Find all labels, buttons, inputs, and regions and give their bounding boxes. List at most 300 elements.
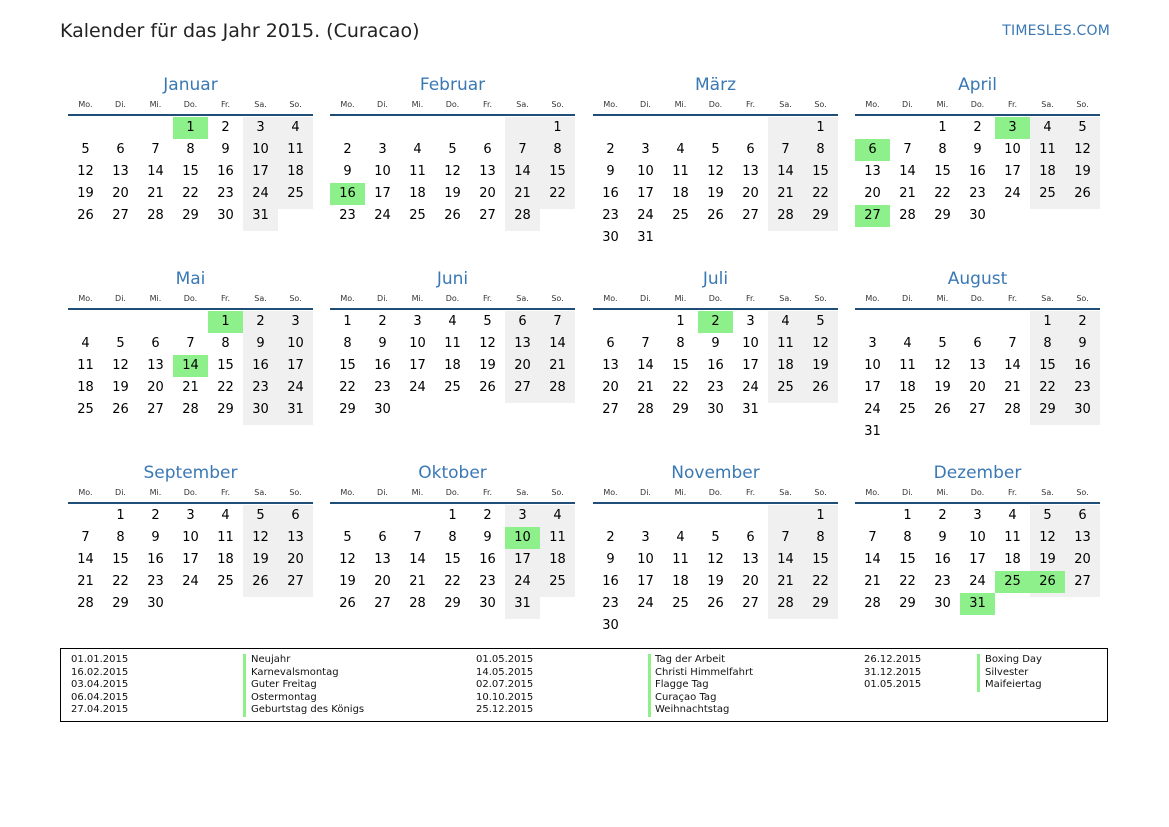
day-cell: 12	[479, 336, 496, 351]
day-cell: 21	[1004, 380, 1021, 395]
weekday-label: Fr.	[482, 488, 493, 497]
day-cell: 4	[903, 336, 912, 351]
holiday-day-cell: 25	[995, 571, 1030, 593]
day-cell: 13	[742, 164, 759, 179]
weekday-label: Mi.	[149, 294, 162, 303]
month-name: März	[695, 75, 736, 95]
holiday-name: Guter Freitag	[251, 679, 317, 691]
weekday-label: Mo.	[340, 488, 355, 497]
day-cell: 4	[221, 508, 230, 523]
day-cell: 9	[151, 530, 160, 545]
day-cell: 5	[816, 314, 825, 329]
day-cell: 3	[256, 120, 265, 135]
weekday-label: Do.	[970, 294, 985, 303]
holiday-day-cell: 16	[330, 183, 365, 205]
day-cell: 22	[1039, 380, 1056, 395]
holiday-day-cell: 31	[960, 593, 995, 615]
day-cell: 12	[707, 552, 724, 567]
day-cell: 29	[812, 596, 829, 611]
day-cell: 13	[287, 530, 304, 545]
month-divider	[855, 502, 1100, 504]
day-cell: 22	[812, 574, 829, 589]
day-cell: 17	[252, 164, 269, 179]
day-cell: 11	[217, 530, 234, 545]
weekday-label: Mo.	[865, 294, 880, 303]
day-cell: 15	[339, 358, 356, 373]
day-cell: 12	[934, 358, 951, 373]
day-cell: 22	[812, 186, 829, 201]
day-cell: 10	[637, 552, 654, 567]
day-cell: 25	[77, 402, 94, 417]
day-cell: 21	[637, 380, 654, 395]
day-cell: 21	[777, 186, 794, 201]
day-cell: 22	[217, 380, 234, 395]
day-cell: 29	[899, 596, 916, 611]
day-cell: 20	[742, 574, 759, 589]
day-cell: 15	[672, 358, 689, 373]
day-cell: 12	[77, 164, 94, 179]
day-cell: 2	[256, 314, 265, 329]
holiday-date: 31.12.2015	[864, 666, 922, 678]
holiday-day-cell: 3	[995, 117, 1030, 139]
day-cell: 23	[374, 380, 391, 395]
day-cell: 8	[676, 336, 685, 351]
day-cell: 28	[549, 380, 566, 395]
day-cell: 13	[742, 552, 759, 567]
day-cell: 16	[479, 552, 496, 567]
day-cell: 2	[343, 142, 352, 157]
holiday-date: 27.04.2015	[71, 704, 129, 716]
day-cell: 30	[969, 208, 986, 223]
holiday-color-marker	[243, 654, 246, 717]
day-cell: 14	[777, 164, 794, 179]
weekday-label: Di.	[115, 294, 126, 303]
day-cell: 4	[81, 336, 90, 351]
holiday-name: Ostermontag	[251, 691, 317, 703]
day-cell: 13	[479, 164, 496, 179]
day-cell: 29	[1039, 402, 1056, 417]
day-cell: 18	[672, 186, 689, 201]
day-cell: 26	[444, 208, 461, 223]
month-name: Mai	[175, 269, 206, 289]
day-cell: 2	[938, 508, 947, 523]
day-cell: 30	[217, 208, 234, 223]
day-cell: 20	[287, 552, 304, 567]
day-cell: 18	[409, 186, 426, 201]
day-cell: 25	[672, 596, 689, 611]
day-cell: 28	[777, 596, 794, 611]
day-cell: 24	[1004, 186, 1021, 201]
day-cell: 9	[1078, 336, 1087, 351]
day-cell: 2	[483, 508, 492, 523]
day-cell: 18	[777, 358, 794, 373]
day-cell: 7	[81, 530, 90, 545]
holiday-name: Boxing Day	[985, 654, 1042, 665]
day-cell: 11	[1004, 530, 1021, 545]
weekday-label: Fr.	[482, 294, 493, 303]
month-name: August	[947, 269, 1008, 289]
day-cell: 29	[444, 596, 461, 611]
day-cell: 22	[444, 574, 461, 589]
day-cell: 15	[812, 552, 829, 567]
page-title: Kalender für das Jahr 2015. (Curacao)	[60, 20, 420, 42]
day-cell: 10	[637, 164, 654, 179]
day-cell: 2	[378, 314, 387, 329]
day-cell: 3	[641, 142, 650, 157]
holiday-name: Geburtstag des Königs	[251, 704, 365, 716]
day-cell: 8	[1043, 336, 1052, 351]
day-cell: 12	[444, 164, 461, 179]
day-cell: 17	[969, 552, 986, 567]
day-cell: 16	[252, 358, 269, 373]
holiday-name: Tag der Arbeit	[655, 654, 726, 665]
weekday-label: Do.	[445, 488, 460, 497]
day-cell: 24	[374, 208, 391, 223]
day-cell: 9	[606, 552, 615, 567]
day-cell: 30	[252, 402, 269, 417]
day-cell: 26	[1074, 186, 1091, 201]
day-cell: 13	[147, 358, 164, 373]
weekday-label: Fr.	[220, 294, 231, 303]
weekday-label: So.	[814, 294, 827, 303]
weekday-label: Mo.	[340, 294, 355, 303]
month-11	[593, 462, 838, 641]
month-5	[68, 268, 313, 425]
day-cell: 3	[868, 336, 877, 351]
weekday-label: Fr.	[1007, 488, 1018, 497]
day-cell: 17	[182, 552, 199, 567]
day-cell: 5	[448, 142, 457, 157]
weekday-label: Mo.	[603, 488, 618, 497]
day-cell: 21	[864, 574, 881, 589]
day-cell: 27	[742, 596, 759, 611]
day-cell: 24	[252, 186, 269, 201]
day-cell: 30	[602, 618, 619, 633]
month-name: November	[671, 463, 760, 483]
day-cell: 20	[864, 186, 881, 201]
day-cell: 19	[707, 574, 724, 589]
day-cell: 20	[374, 574, 391, 589]
day-cell: 7	[781, 142, 790, 157]
day-cell: 21	[147, 186, 164, 201]
day-cell: 27	[147, 402, 164, 417]
day-cell: 19	[707, 186, 724, 201]
month-divider	[593, 308, 838, 310]
day-cell: 26	[707, 596, 724, 611]
month-divider	[68, 308, 313, 310]
weekday-label: Fr.	[745, 488, 756, 497]
day-cell: 29	[182, 208, 199, 223]
day-cell: 10	[742, 336, 759, 351]
day-cell: 1	[343, 314, 352, 329]
day-cell: 7	[868, 530, 877, 545]
weekday-label: Do.	[970, 100, 985, 109]
day-cell: 24	[864, 402, 881, 417]
holiday-name: Karnevalsmontag	[251, 666, 339, 678]
day-cell: 9	[606, 164, 615, 179]
day-cell: 26	[339, 596, 356, 611]
month-name: September	[143, 463, 238, 483]
weekday-label: So.	[1076, 100, 1089, 109]
holiday-date: 01.01.2015	[71, 654, 129, 665]
holiday-day-cell: 1	[208, 311, 243, 333]
weekday-label: So.	[289, 488, 302, 497]
day-cell: 19	[339, 574, 356, 589]
day-cell: 5	[1043, 508, 1052, 523]
day-cell: 1	[903, 508, 912, 523]
day-cell: 27	[112, 208, 129, 223]
day-cell: 10	[864, 358, 881, 373]
day-cell: 15	[444, 552, 461, 567]
day-cell: 20	[742, 186, 759, 201]
weekday-label: Di.	[902, 294, 913, 303]
day-cell: 29	[934, 208, 951, 223]
day-cell: 30	[479, 596, 496, 611]
day-cell: 31	[252, 208, 269, 223]
day-cell: 31	[637, 230, 654, 245]
day-cell: 31	[742, 402, 759, 417]
day-cell: 7	[186, 336, 195, 351]
day-cell: 27	[479, 208, 496, 223]
day-cell: 18	[444, 358, 461, 373]
day-cell: 7	[903, 142, 912, 157]
day-cell: 5	[81, 142, 90, 157]
weekday-label: Mo.	[340, 100, 355, 109]
day-cell: 23	[147, 574, 164, 589]
weekday-label: Sa.	[254, 100, 267, 109]
day-cell: 16	[147, 552, 164, 567]
day-cell: 3	[973, 508, 982, 523]
weekday-label: Mo.	[78, 488, 93, 497]
day-cell: 31	[514, 596, 531, 611]
day-cell: 3	[291, 314, 300, 329]
weekday-label: Sa.	[516, 488, 529, 497]
weekday-label: Mo.	[78, 294, 93, 303]
weekday-label: So.	[1076, 488, 1089, 497]
weekday-label: Mo.	[603, 100, 618, 109]
day-cell: 5	[711, 142, 720, 157]
weekday-label: Di.	[640, 294, 651, 303]
month-name: Juli	[702, 269, 729, 289]
day-cell: 5	[483, 314, 492, 329]
day-cell: 20	[479, 186, 496, 201]
weekday-label: Mi.	[936, 294, 949, 303]
day-cell: 26	[112, 402, 129, 417]
weekday-label: Do.	[445, 100, 460, 109]
weekday-label: Do.	[708, 294, 723, 303]
day-cell: 30	[1074, 402, 1091, 417]
day-cell: 8	[343, 336, 352, 351]
holiday-day-cell: 2	[698, 311, 733, 333]
day-cell: 13	[514, 336, 531, 351]
month-divider	[855, 308, 1100, 310]
day-cell: 21	[77, 574, 94, 589]
day-cell: 29	[339, 402, 356, 417]
day-cell: 11	[672, 164, 689, 179]
weekday-label: Sa.	[779, 488, 792, 497]
day-cell: 15	[812, 164, 829, 179]
day-cell: 19	[812, 358, 829, 373]
day-cell: 28	[409, 596, 426, 611]
day-cell: 8	[448, 530, 457, 545]
day-cell: 1	[816, 508, 825, 523]
day-cell: 10	[1004, 142, 1021, 157]
day-cell: 12	[812, 336, 829, 351]
day-cell: 16	[1074, 358, 1091, 373]
day-cell: 22	[934, 186, 951, 201]
day-cell: 10	[287, 336, 304, 351]
day-cell: 10	[969, 530, 986, 545]
day-cell: 17	[742, 358, 759, 373]
day-cell: 13	[864, 164, 881, 179]
day-cell: 11	[409, 164, 426, 179]
day-cell: 20	[112, 186, 129, 201]
day-cell: 4	[413, 142, 422, 157]
holiday-name: Christi Himmelfahrt	[655, 666, 754, 678]
month-divider	[68, 114, 313, 116]
month-6	[330, 268, 575, 425]
weekday-label: So.	[551, 294, 564, 303]
day-cell: 6	[746, 142, 755, 157]
month-divider	[330, 308, 575, 310]
weekday-label: Di.	[377, 294, 388, 303]
day-cell: 26	[479, 380, 496, 395]
weekday-label: So.	[814, 100, 827, 109]
day-cell: 9	[221, 142, 230, 157]
holiday-name: Curaçao Tag	[655, 691, 717, 703]
brand-logo-link[interactable]: TIMESLES.COM	[1002, 23, 1110, 39]
day-cell: 25	[444, 380, 461, 395]
day-cell: 3	[378, 142, 387, 157]
day-cell: 23	[934, 574, 951, 589]
day-cell: 12	[252, 530, 269, 545]
day-cell: 8	[816, 530, 825, 545]
day-cell: 13	[969, 358, 986, 373]
weekday-label: Do.	[970, 488, 985, 497]
day-cell: 9	[343, 164, 352, 179]
weekday-label: Di.	[377, 100, 388, 109]
day-cell: 6	[151, 336, 160, 351]
day-cell: 29	[672, 402, 689, 417]
day-cell: 28	[147, 208, 164, 223]
day-cell: 19	[444, 186, 461, 201]
day-cell: 17	[514, 552, 531, 567]
holiday-date: 06.04.2015	[71, 691, 129, 703]
day-cell: 8	[221, 336, 230, 351]
weekday-label: Do.	[708, 488, 723, 497]
month-10	[330, 462, 575, 619]
weekday-label: Fr.	[220, 100, 231, 109]
day-cell: 14	[1004, 358, 1021, 373]
weekday-label: Fr.	[482, 100, 493, 109]
weekday-label: So.	[289, 294, 302, 303]
day-cell: 15	[549, 164, 566, 179]
month-name: Januar	[163, 75, 218, 95]
day-cell: 14	[514, 164, 531, 179]
day-cell: 23	[707, 380, 724, 395]
day-cell: 3	[641, 530, 650, 545]
day-cell: 12	[339, 552, 356, 567]
day-cell: 15	[217, 358, 234, 373]
day-cell: 1	[938, 120, 947, 135]
weekday-label: Di.	[640, 488, 651, 497]
day-cell: 23	[1074, 380, 1091, 395]
day-cell: 7	[518, 142, 527, 157]
day-cell: 15	[934, 164, 951, 179]
day-cell: 14	[549, 336, 566, 351]
weekday-label: Di.	[902, 488, 913, 497]
day-cell: 22	[339, 380, 356, 395]
day-cell: 27	[1074, 574, 1091, 589]
day-cell: 26	[77, 208, 94, 223]
weekday-label: Do.	[183, 488, 198, 497]
day-cell: 8	[938, 142, 947, 157]
day-cell: 9	[973, 142, 982, 157]
day-cell: 27	[969, 402, 986, 417]
weekday-label: Sa.	[516, 100, 529, 109]
day-cell: 20	[514, 358, 531, 373]
day-cell: 2	[606, 142, 615, 157]
weekday-label: Sa.	[254, 488, 267, 497]
day-cell: 28	[899, 208, 916, 223]
day-cell: 17	[1004, 164, 1021, 179]
day-cell: 15	[899, 552, 916, 567]
day-cell: 9	[256, 336, 265, 351]
day-cell: 25	[777, 380, 794, 395]
holiday-date: 14.05.2015	[476, 666, 534, 678]
day-cell: 24	[969, 574, 986, 589]
day-cell: 27	[287, 574, 304, 589]
weekday-label: Mi.	[411, 294, 424, 303]
day-cell: 1	[448, 508, 457, 523]
day-cell: 6	[973, 336, 982, 351]
day-cell: 5	[116, 336, 125, 351]
day-cell: 1	[1043, 314, 1052, 329]
holiday-date: 03.04.2015	[71, 679, 129, 691]
weekday-label: So.	[551, 100, 564, 109]
weekday-label: Mi.	[149, 100, 162, 109]
month-name: Oktober	[418, 463, 487, 483]
weekday-label: Mo.	[603, 294, 618, 303]
weekday-label: Do.	[183, 294, 198, 303]
day-cell: 13	[112, 164, 129, 179]
day-cell: 10	[252, 142, 269, 157]
month-divider	[593, 114, 838, 116]
month-name: Dezember	[933, 463, 1022, 483]
day-cell: 16	[602, 186, 619, 201]
day-cell: 5	[343, 530, 352, 545]
weekday-label: Fr.	[745, 100, 756, 109]
day-cell: 4	[291, 120, 300, 135]
holiday-name: Flagge Tag	[655, 679, 709, 691]
day-cell: 6	[606, 336, 615, 351]
holiday-dates-column	[71, 654, 128, 717]
day-cell: 18	[77, 380, 94, 395]
day-cell: 9	[483, 530, 492, 545]
day-cell: 14	[77, 552, 94, 567]
month-9	[68, 462, 313, 619]
month-3	[593, 74, 838, 253]
weekday-label: Fr.	[1007, 294, 1018, 303]
month-2	[330, 74, 575, 231]
day-cell: 21	[182, 380, 199, 395]
month-name: Februar	[419, 75, 486, 95]
day-cell: 2	[221, 120, 230, 135]
holiday-name: Neujahr	[251, 654, 291, 665]
holiday-names-column	[985, 654, 1042, 692]
holiday-day-cell: 14	[173, 355, 208, 377]
weekday-label: Sa.	[1041, 488, 1054, 497]
